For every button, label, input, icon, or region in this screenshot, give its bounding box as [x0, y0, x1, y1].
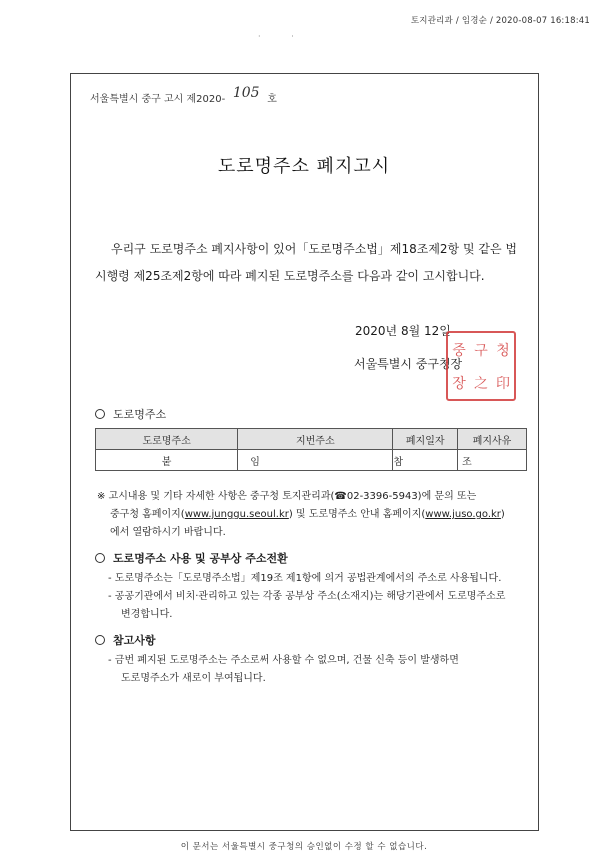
table-cell: 조 — [458, 450, 527, 471]
note-line-2: 중구청 홈페이지(www.junggu.seoul.kr) 및 도로명주소 안내 홈페이지(www.juso.go.kr) — [110, 509, 505, 520]
circle-bullet-icon — [95, 553, 105, 563]
circle-bullet-icon — [95, 635, 105, 645]
table-cell: 붙 — [96, 450, 238, 471]
section-road-address-heading — [95, 406, 166, 422]
section-address-conversion-heading — [95, 550, 288, 566]
road-address-table — [95, 428, 527, 471]
list-item: - 금번 폐지된 도로명주소는 주소로써 사용할 수 없으며, 건물 신축 등이 발생하면 — [108, 655, 459, 666]
juso-homepage-link[interactable]: www.juso.go.kr — [425, 509, 501, 520]
issuer: 서울특별시 중구청장 — [354, 357, 463, 371]
note-line-3: 에서 열람하시기 바랍니다. — [110, 527, 226, 538]
table-header-cell: 도로명주소 — [96, 429, 238, 450]
body-paragraph — [95, 236, 525, 290]
section-address-conversion-label: 도로명주소 사용 및 공부상 주소전환 — [113, 552, 288, 565]
junggu-homepage-link[interactable]: www.junggu.seoul.kr — [184, 509, 289, 520]
section-reference-heading — [95, 632, 156, 648]
document-footer: 이 문서는 서울특별시 중구청의 승인없이 수정 할 수 없습니다. — [180, 842, 428, 852]
table-header-cell: 폐지일자 — [393, 429, 458, 450]
list-item-continued: 도로명주소가 새로이 부여됩니다. — [121, 673, 266, 684]
section-address-conversion-items — [108, 570, 505, 624]
scan-specks: · · — [258, 32, 308, 41]
table-cell: 참 — [393, 450, 458, 471]
section-reference-label: 참고사항 — [113, 634, 156, 647]
body-line-2: 시행령 제25조제2항에 따라 폐지된 도로명주소를 다음과 같이 고시합니다. — [95, 269, 485, 283]
notice-number-prefix: 서울특별시 중구 고시 제2020- — [90, 94, 226, 105]
list-item: - 도로명주소는「도로명주소법」제19조 제1항에 의거 공법관계에서의 주소로 사용됩니다. — [108, 573, 502, 584]
document-title: 도로명주소 폐지고시 — [217, 156, 391, 177]
note-line-1: ※ 고시내용 및 기타 자세한 사항은 중구청 토지관리과(☎02-3396-5943)에 문의 또는 — [97, 491, 477, 502]
notice-number-handwritten: 105 — [232, 85, 260, 101]
document-meta-header: 토지관리과 / 임경순 / 2020-08-07 16:18:41 — [410, 16, 590, 26]
inquiry-note — [97, 488, 527, 542]
table-cell: 임 — [238, 450, 393, 471]
table-header-row — [96, 429, 527, 450]
notice-number-suffix: 호 — [267, 94, 277, 105]
section-reference-items — [108, 652, 459, 688]
circle-bullet-icon — [95, 409, 105, 419]
table-header-cell: 지번주소 — [238, 429, 393, 450]
official-seal: 중 구 청 장 之 印 — [446, 331, 516, 401]
list-item-continued: 변경합니다. — [121, 609, 173, 620]
issue-date: 2020년 8월 12일 — [355, 324, 451, 338]
notice-number — [90, 85, 277, 106]
list-item: - 공공기관에서 비치·관리하고 있는 각종 공부상 주소(소재지)는 해당기관에서 도로명주소로 — [108, 591, 506, 602]
section-road-address-label: 도로명주소 — [113, 408, 167, 421]
body-line-1: 우리구 도로명주소 폐지사항이 있어「도로명주소법」제18조제2항 및 같은 법 — [111, 242, 517, 256]
table-header-cell: 폐지사유 — [458, 429, 527, 450]
table-row — [96, 450, 527, 471]
